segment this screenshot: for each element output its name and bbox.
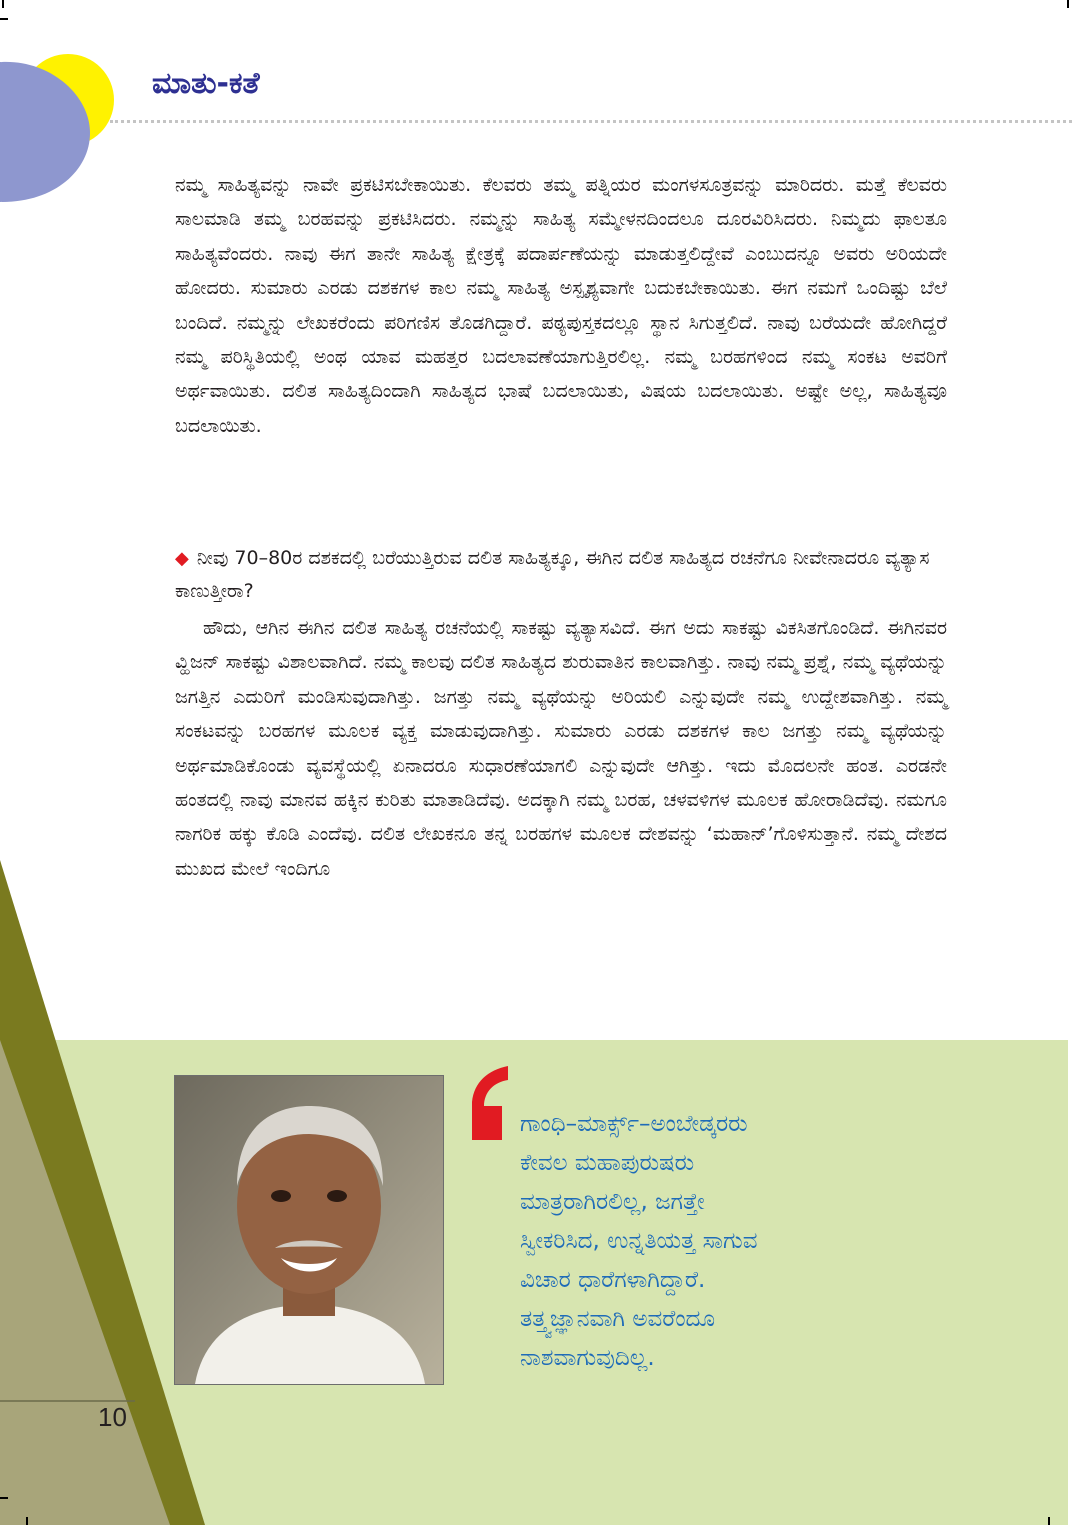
crop-mark-left-lower <box>0 1497 8 1499</box>
author-portrait-photo <box>174 1075 444 1385</box>
quote-line: ಗಾಂಧಿ–ಮಾರ್ಕ್ಸ್–ಅಂಬೇಡ್ಕರರು <box>520 1111 748 1137</box>
quote-line: ವಿಚಾರ ಧಾರೆಗಳಾಗಿದ್ದಾರೆ. <box>520 1267 706 1293</box>
crop-mark-bottom-left <box>26 1517 28 1525</box>
quote-line: ತತ್ತ್ವಜ್ಞಾನವಾಗಿ ಅವರೆಂದೂ <box>520 1306 716 1332</box>
question-text: ನೀವು 70–80ರ ದಶಕದಲ್ಲಿ ಬರೆಯುತ್ತಿರುವ ದಲಿತ ಸಾಹಿತ್ಯಕ್ಕೂ, ಈಗಿನ ದಲಿತ ಸಾಹಿತ್ಯದ ರಚನೆಗೂ ನೀವೇನಾದರೂ ವ್ಯತ್ಯಾಸ ಕಾಣುತ್ತೀರಾ? <box>175 547 930 602</box>
crop-mark-top-left <box>2 0 4 8</box>
crop-mark-bottom-right <box>1048 1517 1050 1525</box>
interview-question <box>175 542 947 608</box>
page-number: 10 <box>98 1402 127 1432</box>
quote-line: ನಾಶವಾಗುವುದಿಲ್ಲ. <box>520 1345 655 1371</box>
quote-line: ಮಾತ್ರರಾಗಿರಲಿಲ್ಲ, ಜಗತ್ತೇ <box>520 1189 705 1215</box>
body-paragraph-2: ಹೌದು, ಆಗಿನ ಈಗಿನ ದಲಿತ ಸಾಹಿತ್ಯ ರಚನೆಯಲ್ಲಿ ಸಾಕಷ್ಟು ವ್ಯತ್ಯಾಸವಿದೆ. ಈಗ ಅದು ಸಾಕಷ್ಟು ವಿಕಸಿತಗೊಂಡಿದೆ. ಈಗಿನವರ ವ್ಹಿಜನ್ ಸಾಕಷ್ಟು ವಿಶಾಲವಾಗಿದೆ. ನಮ್ಮ ಕಾಲವು ದಲಿತ ಸಾಹಿತ್ಯದ ಶುರುವಾತಿನ ಕಾಲವಾಗಿತ್ತು. ನಾವು ನಮ್ಮ ಪ್ರಶ್ನೆ, ನಮ್ಮ ವ್ಯಥೆಯನ್ನು ಜಗತ್ತಿನ ಎದುರಿಗೆ ಮಂಡಿಸುವುದಾಗಿತ್ತು. ಜಗತ್ತು ನಮ್ಮ ವ್ಯಥೆಯನ್ನು ಅರಿಯಲಿ ಎನ್ನುವುದೇ ನಮ್ಮ ಉದ್ದೇಶವಾಗಿತ್ತು. ನಮ್ಮ ಸಂಕಟವನ್ನು ಬರಹಗಳ ಮೂಲಕ ವ್ಯಕ್ತ ಮಾಡುವುದಾಗಿತ್ತು. ಸುಮಾರು ಎರಡು ದಶಕಗಳ ಕಾಲ ಜಗತ್ತು ನಮ್ಮ ವ್ಯಥೆಯನ್ನು ಅರ್ಥಮಾಡಿಕೊಂಡು ವ್ಯವಸ್ಥೆಯಲ್ಲಿ ಏನಾದರೂ ಸುಧಾರಣೆಯಾಗಲಿ ಎನ್ನುವುದೇ ಆಗಿತ್ತು. ಇದು ಮೊದಲನೇ ಹಂತ. ಎರಡನೇ ಹಂತದಲ್ಲಿ ನಾವು ಮಾನವ ಹಕ್ಕಿನ ಕುರಿತು ಮಾತಾಡಿದೆವು. ಅದಕ್ಕಾಗಿ ನಮ್ಮ ಬರಹ, ಚಳವಳಿಗಳ ಮೂಲಕ ಹೋರಾಡಿದೆವು. ನಮಗೂ ನಾಗರಿಕ ಹಕ್ಕು ಕೊಡಿ ಎಂದೆವು. ದಲಿತ ಲೇಖಕನೂ ತನ್ನ ಬರಹಗಳ ಮೂಲಕ ದೇಶವನ್ನು ‘ಮಹಾನ್’ಗೊಳಿಸುತ್ತಾನೆ. ನಮ್ಮ ದೇಶದ ಮುಖದ ಮೇಲೆ ಇಂದಿಗೂ <box>175 617 947 880</box>
title-dotted-rule <box>110 120 1072 123</box>
crop-mark-left-upper <box>0 18 8 20</box>
quote-line: ಕೇವಲ ಮಹಾಪುರುಷರು <box>520 1150 695 1176</box>
pull-quote <box>520 1105 900 1378</box>
crop-mark-top-right <box>1067 0 1069 8</box>
portrait-illustration <box>175 1076 443 1384</box>
quote-mark-icon <box>462 1062 512 1144</box>
quote-line: ಸ್ವೀಕರಿಸಿದ, ಉನ್ನತಿಯತ್ತ ಸಾಗುವ <box>520 1228 758 1254</box>
body-paragraph-1: ನಮ್ಮ ಸಾಹಿತ್ಯವನ್ನು ನಾವೇ ಪ್ರಕಟಿಸಬೇಕಾಯಿತು. ಕೆಲವರು ತಮ್ಮ ಪತ್ನಿಯರ ಮಂಗಳಸೂತ್ರವನ್ನು ಮಾರಿದರು. ಮತ್ತೆ ಕೆಲವರು ಸಾಲಮಾಡಿ ತಮ್ಮ ಬರಹವನ್ನು ಪ್ರಕಟಿಸಿದರು. ನಮ್ಮನ್ನು ಸಾಹಿತ್ಯ ಸಮ್ಮೇಳನದಿಂದಲೂ ದೂರವಿರಿಸಿದರು. ನಿಮ್ಮದು ಫಾಲತೂ ಸಾಹಿತ್ಯವೆಂದರು. ನಾವು ಈಗ ತಾನೇ ಸಾಹಿತ್ಯ ಕ್ಷೇತ್ರಕ್ಕೆ ಪದಾರ್ಪಣೆಯನ್ನು ಮಾಡುತ್ತಲಿದ್ದೇವೆ ಎಂಬುದನ್ನೂ ಅವರು ಅರಿಯದೇ ಹೋದರು. ಸುಮಾರು ಎರಡು ದಶಕಗಳ ಕಾಲ ನಮ್ಮ ಸಾಹಿತ್ಯ ಅಸ್ಪೃಶ್ಯವಾಗೇ ಬದುಕಬೇಕಾಯಿತು. ಈಗ ನಮಗೆ ಒಂದಿಷ್ಟು ಬೆಲೆ ಬಂದಿದೆ. ನಮ್ಮನ್ನು ಲೇಖಕರೆಂದು ಪರಿಗಣಿಸ ತೊಡಗಿದ್ದಾರೆ. ಪಠ್ಯಪುಸ್ತಕದಲ್ಲೂ ಸ್ಥಾನ ಸಿಗುತ್ತಲಿದೆ. ನಾವು ಬರೆಯದೇ ಹೋಗಿದ್ದರೆ ನಮ್ಮ ಪರಿಸ್ಥಿತಿಯಲ್ಲಿ ಅಂಥ ಯಾವ ಮಹತ್ತರ ಬದಲಾವಣೆಯಾಗುತ್ತಿರಲಿಲ್ಲ. ನಮ್ಮ ಬರಹಗಳಿಂದ ನಮ್ಮ ಸಂಕಟ ಅವರಿಗೆ ಅರ್ಥವಾಯಿತು. ದಲಿತ ಸಾಹಿತ್ಯದಿಂದಾಗಿ ಸಾಹಿತ್ಯದ ಭಾಷೆ ಬದಲಾಯಿತು, ವಿಷಯ ಬದಲಾಯಿತು. ಅಷ್ಟೇ ಅಲ್ಲ, ಸಾಹಿತ್ಯವೂ ಬದಲಾಯಿತು. <box>175 174 947 437</box>
diamond-bullet-icon: ◆ <box>175 548 189 569</box>
page-title: ಮಾತು-ಕತೆ <box>152 66 260 101</box>
